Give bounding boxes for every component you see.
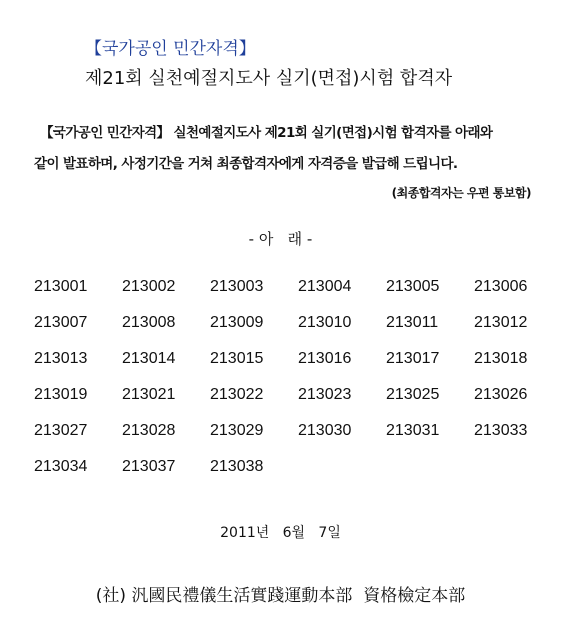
passer-number: 213025 [386, 386, 440, 403]
passer-number: 213038 [210, 458, 264, 475]
notice-label: 【국가공인 민간자격】 [85, 39, 256, 59]
passer-number: 213033 [474, 422, 528, 439]
notice-title: 제21회 실천예절지도사 실기(면접)시험 합격자 [85, 68, 453, 89]
passer-number: 213030 [298, 422, 352, 439]
passer-number: 213003 [210, 278, 264, 295]
passer-number: 213012 [474, 314, 528, 331]
passer-number: 213004 [298, 278, 352, 295]
announcement-date: 2011년 6월 7일 [220, 525, 341, 541]
passer-number: 213007 [34, 314, 88, 331]
passer-number: 213023 [298, 386, 352, 403]
passer-number: 213019 [34, 386, 88, 403]
passer-number: 213010 [298, 314, 352, 331]
passer-number: 213026 [474, 386, 528, 403]
passer-number: 213015 [210, 350, 264, 367]
intro-line-2: 같이 발표하며, 사정기간을 거쳐 최종합격자에게 자격증을 발급해 드립니다. [34, 156, 458, 172]
passer-number: 213013 [34, 350, 88, 367]
intro-line-1: 【국가공인 민간자격】 실천예절지도사 제21회 실기(면접)시험 합격자를 아래와 [40, 125, 493, 141]
passer-number: 213029 [210, 422, 264, 439]
passer-number-grid [34, 278, 561, 494]
passer-number: 213017 [386, 350, 440, 367]
passer-number: 213031 [386, 422, 440, 439]
passer-number: 213014 [122, 350, 176, 367]
mail-notice: (최종합격자는 우편 통보함) [391, 186, 531, 200]
passer-number: 213006 [474, 278, 528, 295]
passer-number: 213016 [298, 350, 352, 367]
passer-number: 213001 [34, 278, 88, 295]
issuing-organization: (社) 汎國民禮儀生活實踐運動本部 資格檢定本部 [95, 586, 466, 606]
passer-number: 213027 [34, 422, 88, 439]
passer-number: 213009 [210, 314, 264, 331]
passer-number: 213034 [34, 458, 88, 475]
passer-number: 213022 [210, 386, 264, 403]
passer-number: 213008 [122, 314, 176, 331]
passer-number: 213011 [386, 314, 439, 331]
passer-number: 213037 [122, 458, 176, 475]
passer-number: 213021 [122, 386, 176, 403]
below-heading: - 아 래 - [248, 230, 313, 248]
passer-number: 213002 [122, 278, 176, 295]
passer-number: 213005 [386, 278, 440, 295]
passer-number: 213018 [474, 350, 528, 367]
passer-number: 213028 [122, 422, 176, 439]
